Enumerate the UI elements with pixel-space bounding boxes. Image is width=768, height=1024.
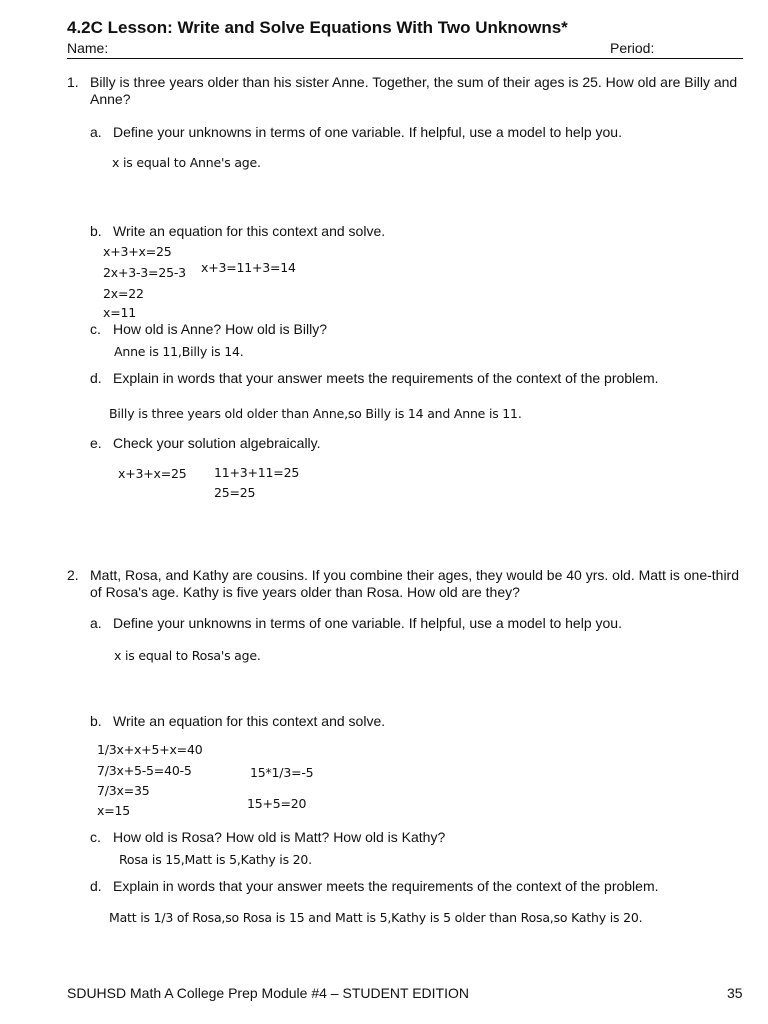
q2-b-side-work: 15*1/3=-5 — [250, 765, 314, 780]
header-divider — [67, 58, 743, 59]
q1-b-work-line: 2x=22 — [103, 286, 144, 301]
question-2 — [67, 567, 747, 603]
q1-part-e-letter: e. — [90, 435, 102, 451]
q1-a-answer: x is equal to Anne's age. — [112, 155, 261, 170]
footer-text: SDUHSD Math A College Prep Module #4 – STUDENT EDITION — [67, 985, 470, 1001]
question-1 — [67, 74, 747, 110]
q1-part-d-letter: d. — [90, 370, 102, 386]
q1-part-b-letter: b. — [90, 223, 102, 239]
q1-part-c-letter: c. — [90, 321, 101, 337]
q2-b-work-line: 1/3x+x+5+x=40 — [97, 742, 203, 757]
q2-part-c-letter: c. — [90, 829, 101, 845]
q2-part-c-prompt: How old is Rosa? How old is Matt? How old is Kathy? — [113, 829, 446, 845]
q2-c-answer: Rosa is 15,Matt is 5,Kathy is 20. — [119, 852, 312, 867]
q2-part-a-prompt: Define your unknowns in terms of one variable. If helpful, use a model to help you. — [113, 615, 622, 631]
q1-part-c-prompt: How old is Anne? How old is Billy? — [113, 321, 327, 337]
q1-part-a-prompt: Define your unknowns in terms of one variable. If helpful, use a model to help you. — [113, 124, 622, 140]
q1-e-check-right: 25=25 — [214, 485, 256, 500]
q2-part-a-letter: a. — [90, 615, 102, 631]
question-2-number: 2. — [67, 567, 79, 583]
question-1-text: Billy is three years older than his sister Anne. Together, the sum of their ages is 25. How old are Billy and Anne? — [90, 74, 738, 107]
q2-part-d-letter: d. — [90, 878, 102, 894]
q2-part-d-prompt: Explain in words that your answer meets the requirements of the context of the problem. — [113, 878, 659, 894]
q2-part-b-prompt: Write an equation for this context and solve. — [113, 713, 386, 729]
page-title: 4.2C Lesson: Write and Solve Equations With Two Unknowns* — [67, 18, 568, 37]
q1-part-b-prompt: Write an equation for this context and solve. — [113, 223, 386, 239]
name-label: Name: — [67, 40, 109, 56]
q2-b-work-line: 7/3x+5-5=40-5 — [97, 763, 192, 778]
q2-b-side-work: 15+5=20 — [247, 796, 307, 811]
q2-b-work-line: x=15 — [97, 803, 130, 818]
q1-e-check-left: x+3+x=25 — [118, 466, 187, 481]
q1-c-answer: Anne is 11,Billy is 14. — [114, 344, 244, 359]
q1-part-a-letter: a. — [90, 124, 102, 140]
q1-b-work-line: x+3+x=25 — [103, 244, 172, 259]
q1-d-answer: Billy is three years old older than Anne,so Billy is 14 and Anne is 11. — [109, 406, 522, 421]
q1-part-d-prompt: Explain in words that your answer meets the requirements of the context of the problem. — [113, 370, 659, 386]
q2-a-answer: x is equal to Rosa's age. — [114, 648, 261, 663]
q2-d-answer: Matt is 1/3 of Rosa,so Rosa is 15 and Matt is 5,Kathy is 5 older than Rosa,so Kathy is 20. — [109, 910, 643, 925]
q1-e-check-right: 11+3+11=25 — [214, 465, 300, 480]
q1-b-work-line: 2x+3-3=25-3 — [103, 265, 186, 280]
q2-b-work-line: 7/3x=35 — [97, 783, 150, 798]
page-number: 35 — [727, 985, 743, 1001]
q2-part-b-letter: b. — [90, 713, 102, 729]
q1-b-side-work: x+3=11+3=14 — [201, 260, 296, 275]
period-label: Period: — [610, 40, 655, 56]
q1-part-e-prompt: Check your solution algebraically. — [113, 435, 321, 451]
question-2-text: Matt, Rosa, and Kathy are cousins. If you combine their ages, they would be 40 yrs. old. Matt is one-third of Rosa's age. Kathy is five years older than Rosa. How old are they? — [90, 567, 739, 600]
question-1-number: 1. — [67, 74, 79, 90]
q1-b-work-line: x=11 — [103, 305, 136, 320]
